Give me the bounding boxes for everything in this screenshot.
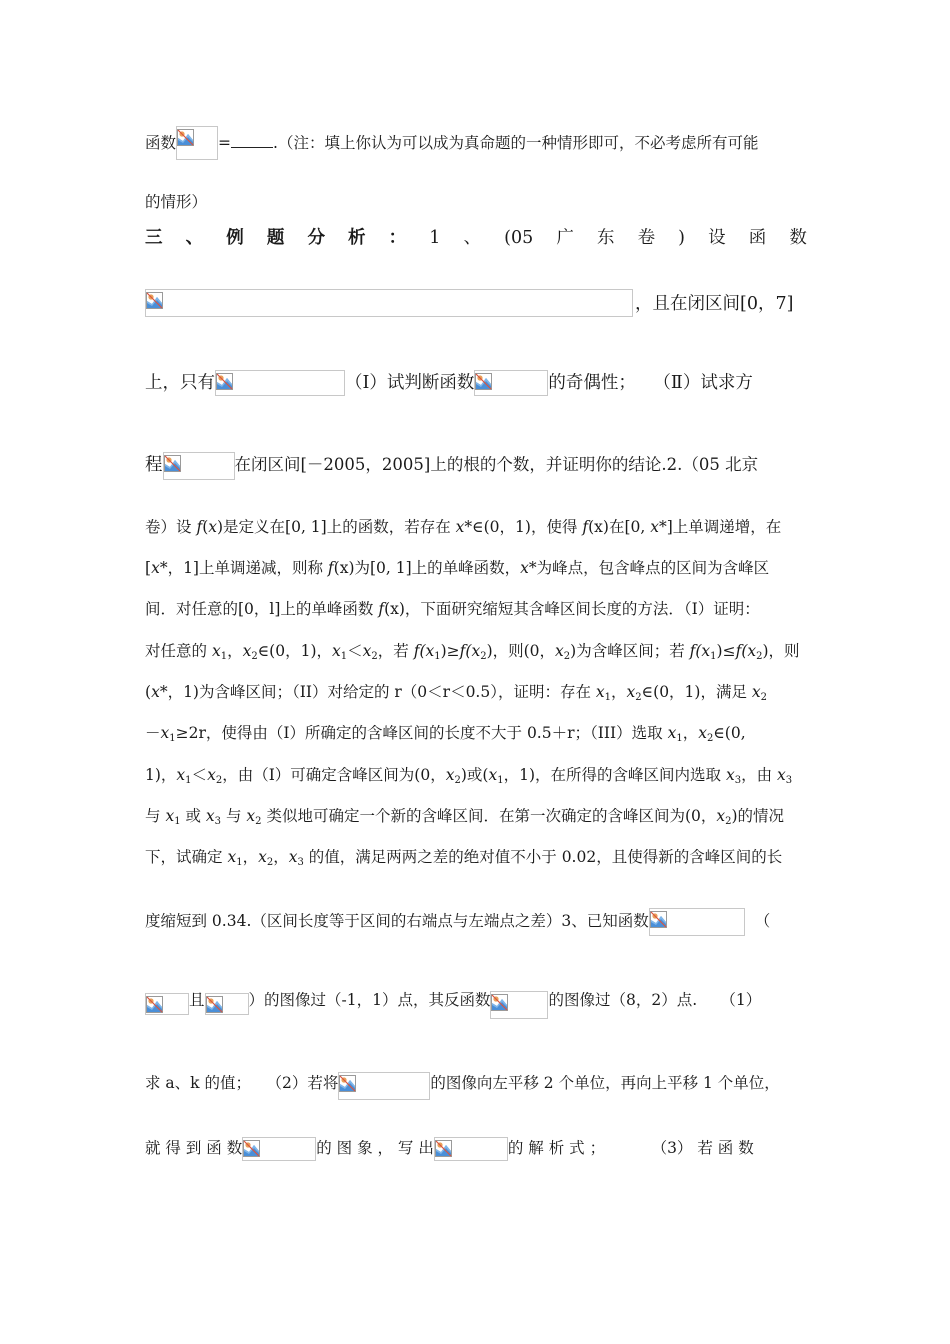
text: 的图像过（8，2）点. （1）	[548, 991, 762, 1009]
formula-image	[434, 1137, 508, 1161]
formula-image	[490, 991, 548, 1019]
text: ∈(0,	[713, 724, 746, 742]
text: ，	[273, 848, 289, 866]
text: ，	[227, 642, 243, 660]
heading-char: 1	[429, 228, 441, 248]
text: 1	[185, 775, 192, 786]
text-line	[145, 806, 784, 826]
text: x	[242, 642, 252, 660]
text: x	[205, 807, 215, 825]
text: f	[327, 559, 334, 577]
text: 的奇偶性； （Ⅱ）试求方	[548, 373, 753, 393]
text-line	[145, 723, 746, 743]
text-line	[145, 682, 767, 702]
text-line	[145, 289, 793, 317]
text: ＜	[191, 766, 208, 784]
text: f(x	[689, 642, 711, 660]
text: 2	[706, 733, 714, 744]
formula-image	[145, 289, 633, 317]
text: 1	[340, 651, 348, 662]
text: f	[378, 600, 385, 618]
heading-char: 例	[226, 228, 244, 248]
text: f(x	[413, 642, 435, 660]
text: 3	[734, 775, 742, 786]
text: (x)在[0,	[588, 518, 651, 536]
text: (	[145, 683, 152, 701]
text: =	[218, 134, 232, 152]
text-line	[145, 452, 758, 480]
text: x	[160, 724, 170, 742]
text: 2	[480, 651, 487, 662]
text: 程	[145, 455, 163, 475]
text: )，则	[762, 642, 800, 660]
heading-char: 分	[307, 228, 325, 248]
text: x	[332, 642, 341, 660]
broken-image-icon	[146, 292, 163, 309]
heading-char: 析	[348, 228, 366, 248]
text-line	[145, 1137, 754, 1161]
formula-image	[649, 908, 745, 936]
heading-char: 、	[463, 228, 482, 248]
text: x	[716, 807, 726, 825]
text: x	[176, 766, 186, 784]
text-line	[145, 847, 782, 867]
text: x	[362, 642, 372, 660]
text: 2	[725, 816, 732, 827]
text-line	[145, 1072, 780, 1100]
broken-image-icon	[216, 373, 233, 390]
text: 与	[145, 807, 166, 825]
text-line	[145, 558, 769, 578]
text: （	[754, 912, 771, 930]
text: ，由	[741, 766, 777, 784]
text: .（注：填上你认为可以成为真命题的一种情形即可，不必考虑所有可能	[273, 134, 759, 152]
heading-char: 三	[145, 228, 163, 248]
text-line	[145, 517, 781, 537]
text: 2	[454, 775, 461, 786]
broken-image-icon	[650, 911, 667, 928]
text: 类似地可确定一个新的含峰区间．在第一次确定的含峰区间为(0，	[261, 807, 717, 825]
text: x	[725, 766, 735, 784]
broken-image-icon	[491, 994, 508, 1011]
text: 2	[756, 651, 763, 662]
heading-char: 设	[708, 228, 726, 248]
text: x	[455, 518, 465, 536]
text: 且	[189, 991, 205, 1009]
broken-image-icon	[435, 1140, 452, 1157]
text: f(x	[735, 642, 757, 660]
heading-char: 题	[266, 228, 285, 248]
broken-image-icon	[243, 1140, 260, 1157]
broken-image-icon	[146, 996, 163, 1013]
text: *为峰点，包含峰点的区间为含峰区	[528, 559, 770, 577]
text-line	[145, 765, 792, 785]
text: 2	[255, 816, 262, 827]
text: )为含峰区间；若	[570, 642, 690, 660]
broken-image-icon	[177, 129, 194, 146]
text: 的图像向左平移 2 个单位，再向上平移 1 个单位，	[430, 1074, 780, 1092]
text: x	[227, 848, 237, 866]
text: )或(	[460, 766, 489, 784]
text: －	[145, 724, 161, 742]
text: 2	[635, 692, 642, 703]
text: *，1)为含峰区间；（II）对给定的 r（0＜r＜0.5），证明：存在	[159, 683, 596, 701]
text: 1	[497, 775, 504, 786]
heading-char: 卷	[637, 228, 656, 248]
text: (x)为[0, 1]上的单峰函数，	[333, 559, 521, 577]
text: 间．对任意的[0，l]上的单峰函数	[145, 600, 379, 618]
text-line	[145, 908, 770, 936]
formula-image	[205, 993, 249, 1015]
text: ∈(0，1)，满足	[641, 683, 752, 701]
broken-image-icon	[339, 1075, 356, 1092]
formula-image	[242, 1137, 316, 1161]
text: f	[582, 518, 589, 536]
heading-char: 广	[556, 228, 574, 248]
formula-image	[176, 126, 218, 160]
text: )≥	[440, 642, 460, 660]
heading-char: ：	[388, 228, 407, 248]
text: 1	[434, 651, 441, 662]
text: x	[258, 848, 267, 866]
text: 1	[220, 651, 228, 662]
text: 或	[180, 807, 206, 825]
text: 的 图 象 ， 写 出	[316, 1139, 434, 1157]
heading-char: 、	[185, 228, 204, 248]
text: 对任意的	[145, 642, 212, 660]
formula-image	[215, 370, 345, 396]
text: 下，试确定	[145, 848, 228, 866]
text-line	[145, 599, 760, 619]
text: x	[520, 559, 529, 577]
text: 3	[297, 857, 304, 868]
text: x	[626, 683, 636, 701]
heading-char: 东	[596, 228, 615, 248]
text: 1	[604, 692, 612, 703]
text: ＜	[347, 642, 363, 660]
text: ，	[242, 848, 259, 866]
text: x	[751, 683, 761, 701]
text: *，1]上单调递减，则称	[159, 559, 328, 577]
text-line	[145, 126, 758, 160]
text: 2	[760, 692, 768, 703]
text: f	[196, 518, 203, 536]
text: 1	[174, 816, 181, 827]
text: 3	[785, 775, 793, 786]
text: 3	[214, 816, 222, 827]
text: (x)，下面研究缩短其含峰区间长度的方法．（I）证明：	[384, 600, 760, 618]
text: 在闭区间[－2005，2005]上的根的个数，并证明你的结论.2.（05 北京	[234, 455, 759, 474]
text: x	[288, 848, 298, 866]
text: 1	[710, 651, 717, 662]
broken-image-icon	[475, 373, 492, 390]
text: ）的图像过（-1，1）点，其反函数	[248, 991, 491, 1009]
text: 2	[371, 651, 378, 662]
answer-blank	[231, 133, 273, 148]
text: x	[211, 642, 221, 660]
broken-image-icon	[206, 996, 223, 1013]
text-line: 的情形）	[145, 193, 208, 211]
formula-image	[163, 452, 235, 480]
heading-char: )	[678, 228, 685, 248]
broken-image-icon	[164, 455, 181, 472]
formula-image	[474, 370, 548, 396]
text: *]上单调递增，在	[658, 518, 782, 536]
text: f(x	[459, 642, 481, 660]
text: x	[151, 683, 160, 701]
text: x	[208, 518, 217, 536]
formula-image	[338, 1072, 430, 1100]
text: x	[595, 683, 605, 701]
text: ，由（I）可确定含峰区间为(0，	[222, 766, 446, 784]
text: x	[667, 724, 677, 742]
text: 与	[221, 807, 247, 825]
text: x	[445, 766, 455, 784]
heading-char: 函	[748, 228, 767, 248]
text-line	[145, 990, 761, 1019]
text: x	[165, 807, 175, 825]
text: ≥2r，使得由（I）所确定的含峰区间的长度不大于 0.5＋r；（III）选取	[175, 724, 668, 742]
text: x	[698, 724, 707, 742]
text: 卷）设	[145, 518, 197, 536]
text: 的值，满足两两之差的绝对值不小于 0.02，且使得新的含峰区间的长	[303, 848, 783, 866]
text: （Ⅰ）试判断函数	[345, 373, 475, 393]
text: 2	[251, 651, 258, 662]
heading-char: (05	[504, 228, 534, 248]
text: 2	[266, 857, 274, 868]
text: x	[246, 807, 256, 825]
text: 1	[236, 857, 243, 868]
text: ，1)，在所得的含峰区间内选取	[503, 766, 726, 784]
text: ，且在闭区间[0，7]	[635, 294, 794, 314]
text: x	[555, 642, 564, 660]
text: 上，只有	[145, 373, 215, 393]
text: [	[145, 559, 152, 577]
text-line	[145, 641, 800, 661]
text: 度缩短到 0.34.（区间长度等于区间的右端点与左端点之差）3、已知函数	[145, 912, 649, 930]
text: )，则(0，	[486, 642, 556, 660]
section-heading	[145, 228, 807, 248]
text: x	[488, 766, 498, 784]
text: x	[650, 518, 659, 536]
formula-image	[145, 993, 189, 1015]
text: 的 解 析 式 ； （3） 若 函 数	[507, 1139, 754, 1157]
text: 函数	[145, 134, 177, 152]
text: ，	[611, 683, 627, 701]
text: *∈(0，1)，使得	[464, 518, 583, 536]
heading-char: 数	[789, 228, 807, 248]
text: ，	[682, 724, 699, 742]
text: ，若	[377, 642, 414, 660]
text: 1	[676, 733, 683, 744]
text: ∈(0，1)，	[257, 642, 332, 660]
text: )≤	[716, 642, 736, 660]
text: 求 a、k 的值； （2）若将	[145, 1074, 339, 1092]
text-line	[145, 370, 753, 396]
text: x	[207, 766, 216, 784]
text: )是定义在[0, 1]上的函数，若存在	[217, 518, 456, 536]
text: 1	[169, 733, 176, 744]
text: 1)，	[145, 766, 177, 784]
text: )的情况	[731, 807, 785, 825]
text: x	[151, 559, 160, 577]
text: (	[202, 518, 209, 536]
text: 2	[563, 651, 571, 662]
text: 就 得 到 函 数	[145, 1139, 243, 1157]
text: 2	[215, 775, 223, 786]
text: x	[777, 766, 786, 784]
